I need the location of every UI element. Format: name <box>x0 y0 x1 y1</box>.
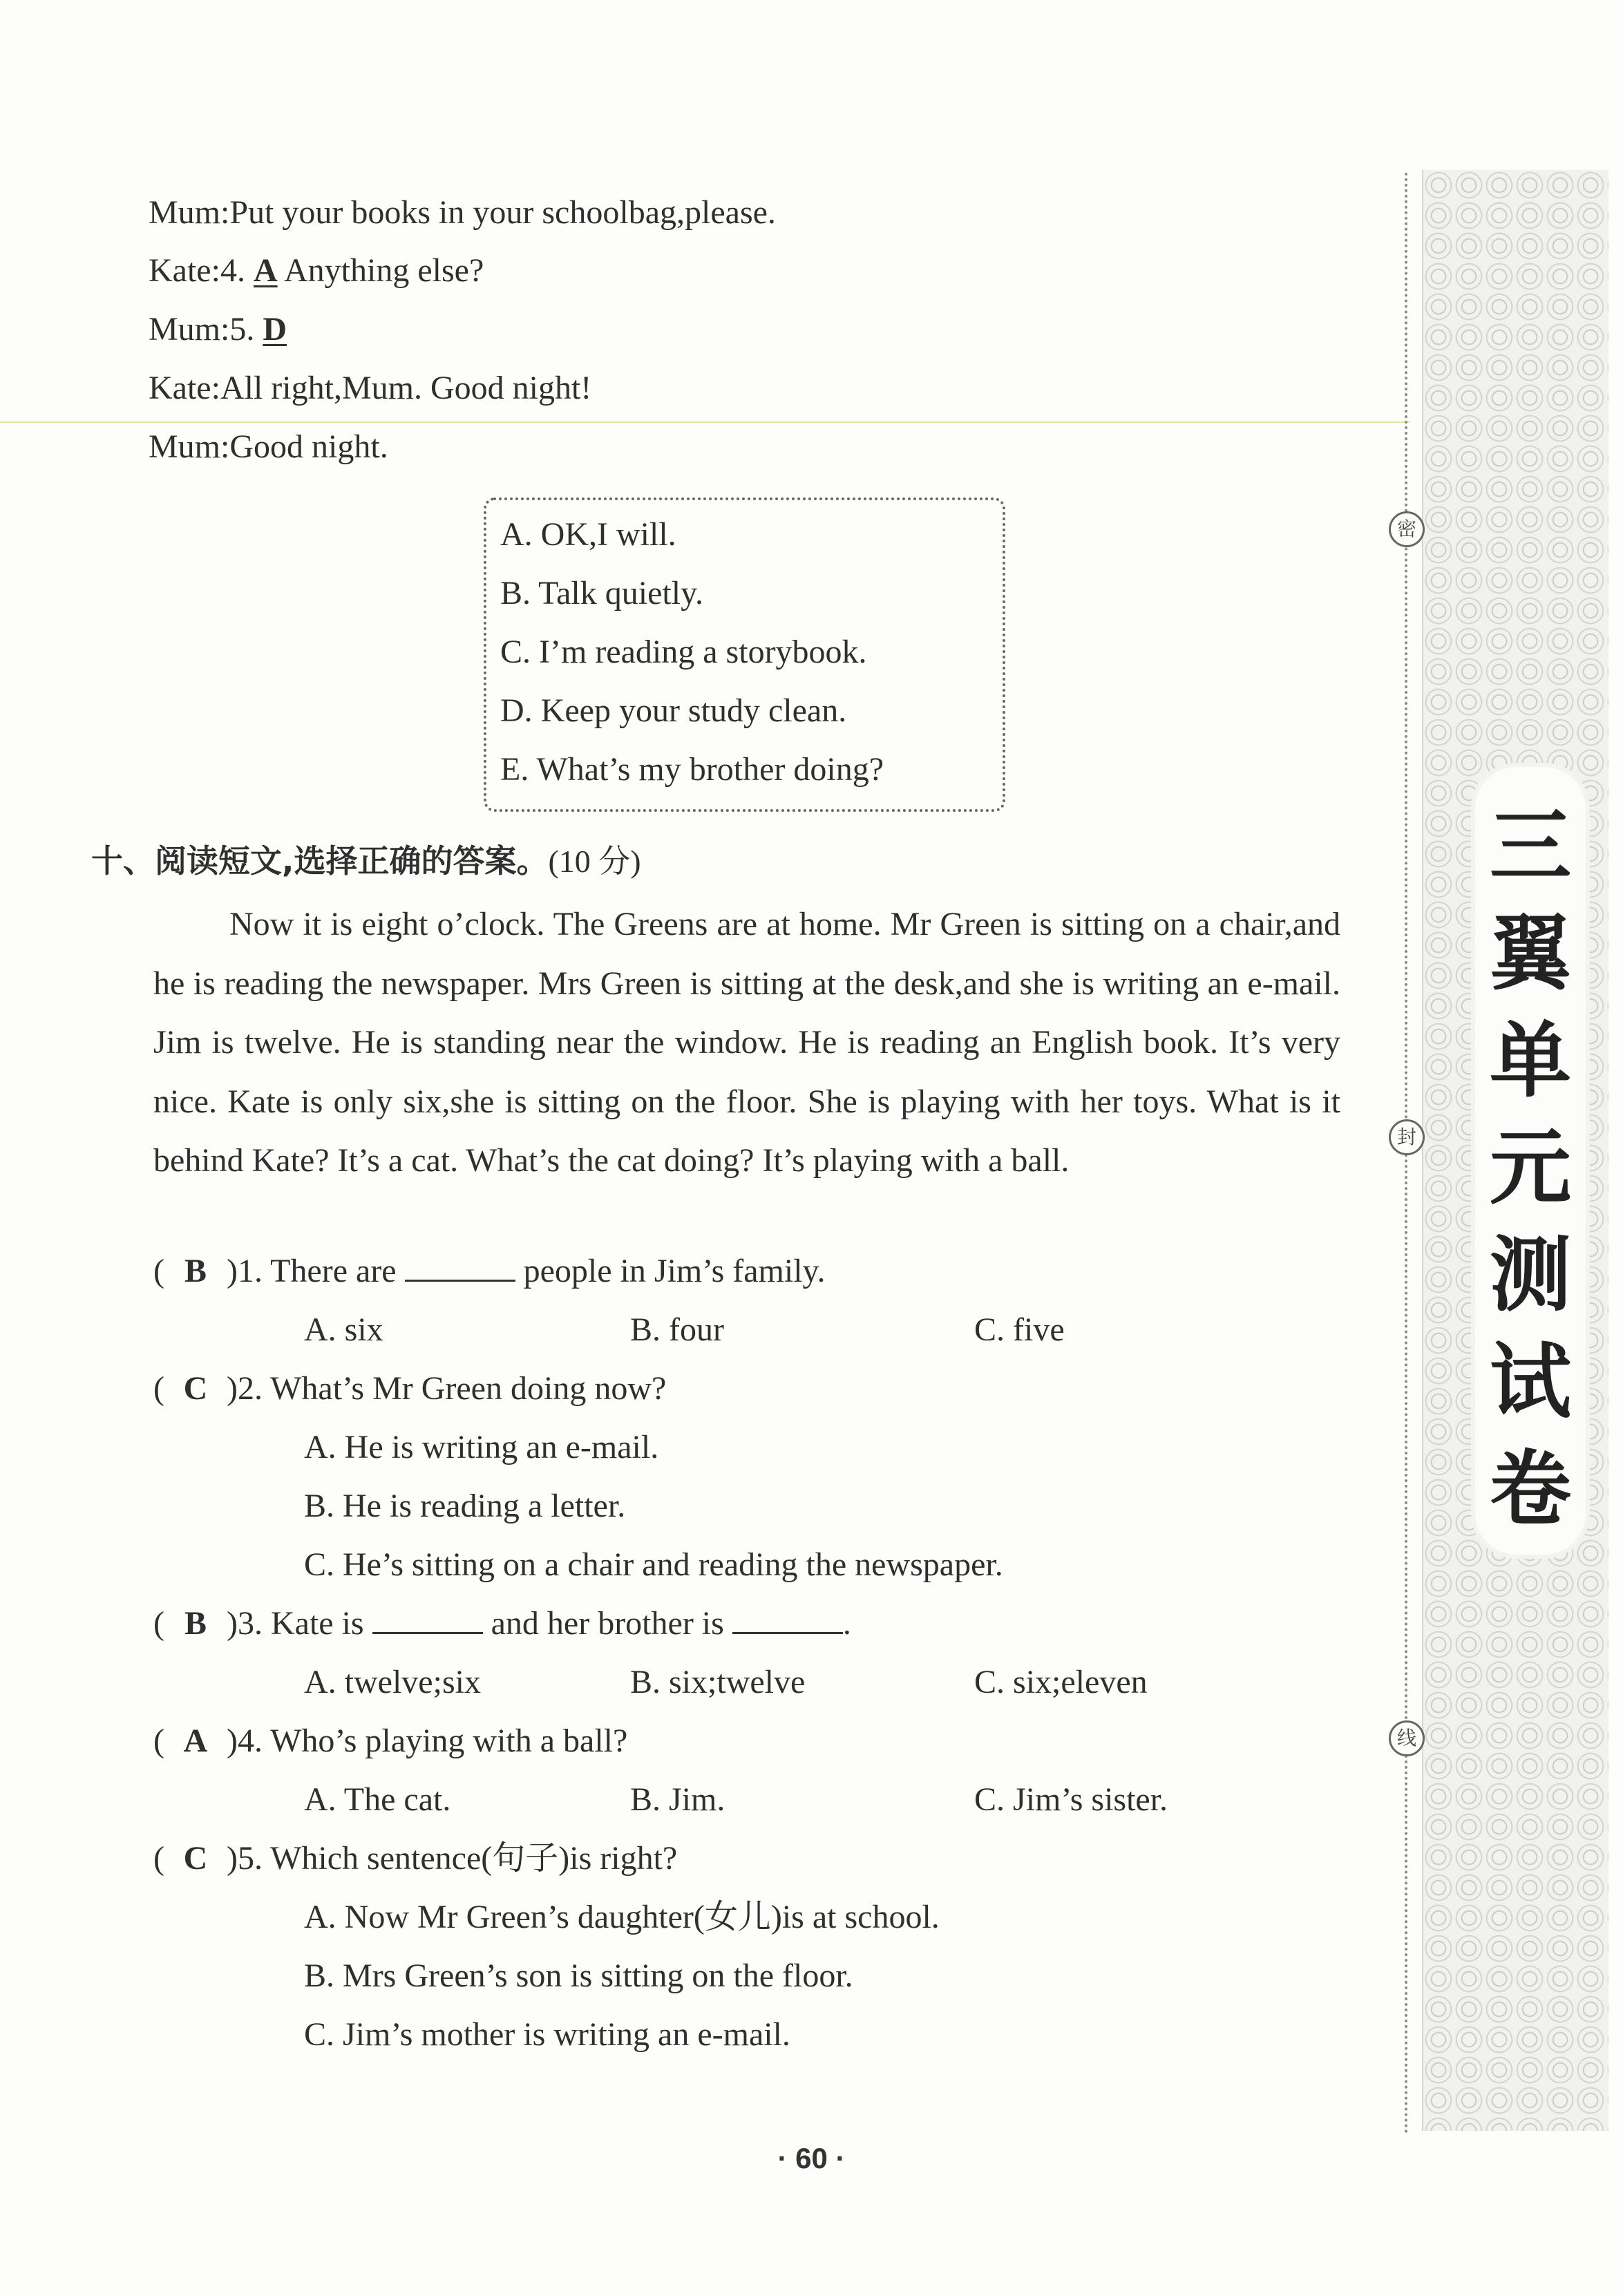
option-e: E. What’s my brother doing? <box>500 751 884 788</box>
filled-answer: D <box>263 311 287 348</box>
q2-option-b: B. He is reading a letter. <box>304 1488 626 1524</box>
dialogue-line-1 <box>149 192 776 234</box>
side-title-char: 翼 <box>1489 906 1571 1001</box>
dialogue-line-3 <box>149 309 287 350</box>
question-3: ( B )3. Kate is and her brother is . <box>153 1603 851 1644</box>
question-stem: )2. What’s Mr Green doing now? <box>226 1370 667 1407</box>
page-number: · 60 · <box>777 2142 846 2174</box>
side-title-char: 试 <box>1489 1334 1571 1430</box>
speaker: Mum: <box>149 428 230 465</box>
question-stem: people in Jim’s family. <box>523 1253 826 1289</box>
filled-answer: A <box>253 252 278 289</box>
dialogue-text: All right,Mum. Good night! <box>220 370 592 406</box>
question-stem: and her brother is <box>491 1605 724 1642</box>
answer-mark: A <box>183 1723 208 1759</box>
section-heading <box>91 836 641 882</box>
question-stem: . <box>842 1605 851 1642</box>
q2-option-c: C. He’s sitting on a chair and reading the newspaper. <box>304 1546 1003 1583</box>
question-stem: )1. There are <box>226 1253 397 1289</box>
speaker: Kate: <box>149 252 220 289</box>
answer-mark: C <box>183 1840 208 1877</box>
answer-mark: C <box>183 1370 208 1407</box>
question-4: ( A )4. Who’s playing with a ball? <box>153 1720 627 1762</box>
option-b: B. Talk quietly. <box>500 575 703 611</box>
answer-mark: B <box>184 1605 207 1642</box>
q2-option-a: A. He is writing an e-mail. <box>304 1429 659 1465</box>
section-title: 十、阅读短文,选择正确的答案。 <box>91 842 549 880</box>
question-1: ( B )1. There are people in Jim’s family. <box>153 1251 825 1292</box>
question-2: ( C )2. What’s Mr Green doing now? <box>153 1368 666 1410</box>
side-title-char: 测 <box>1489 1227 1571 1322</box>
seal-xian: 线 <box>1389 1720 1425 1756</box>
speaker: Kate: <box>149 370 220 406</box>
q4-option-c: C. Jim’s sister. <box>974 1781 1168 1818</box>
q1-option-b: B. four <box>630 1311 724 1348</box>
decorative-green-line <box>0 421 1410 423</box>
q1-option-c: C. five <box>974 1311 1065 1348</box>
speaker: Mum: <box>149 194 230 231</box>
dialogue-line-5 <box>149 426 388 468</box>
q3-option-a: A. twelve;six <box>304 1664 481 1700</box>
side-title-char: 三 <box>1489 799 1571 894</box>
answer-blank <box>372 1604 483 1634</box>
dialogue-line-4 <box>149 368 591 409</box>
side-title-label <box>1475 767 1586 1555</box>
blank-number: 5. <box>229 311 263 348</box>
question-stem: )4. Who’s playing with a ball? <box>226 1723 628 1759</box>
side-title-char: 卷 <box>1489 1441 1571 1537</box>
blank-number: 4. <box>220 252 254 289</box>
q4-option-a: A. The cat. <box>304 1781 451 1818</box>
speaker: Mum: <box>149 311 230 348</box>
q5-option-a: A. Now Mr Green’s daughter(女儿)is at school. <box>304 1899 940 1935</box>
q1-option-a: A. six <box>304 1311 383 1348</box>
seal-mi: 密 <box>1389 511 1425 547</box>
option-d: D. Keep your study clean. <box>500 692 847 729</box>
q3-option-c: C. six;eleven <box>974 1664 1148 1700</box>
dialogue-text: Put your books in your schoolbag,please. <box>229 194 776 231</box>
answer-blank <box>732 1604 843 1634</box>
dialogue-line-2 <box>149 250 484 292</box>
side-title-char: 单 <box>1489 1013 1571 1108</box>
question-stem: )3. Kate is <box>226 1605 364 1642</box>
q5-option-b: B. Mrs Green’s son is sitting on the floor. <box>304 1957 853 1994</box>
question-5: ( C )5. Which sentence(句子)is right? <box>153 1838 677 1879</box>
reading-passage: Now it is eight o’clock. The Greens are at home. Mr Green is sitting on a chair,and he is reading the newspaper. Mrs Green is sitting at the desk,and she is writing an e-mail. Jim is twelve. He is standing near the window. He is reading an English book. It’s very nice. Kate is only six,she is sitting on the floor. She is playing with her toys. What is it behind Kate? It’s a cat. What’s the cat doing? It’s playing with a ball. <box>153 906 1340 1179</box>
options-box <box>484 497 1005 812</box>
dialogue-text: Good night. <box>229 428 388 465</box>
answer-blank <box>405 1252 515 1282</box>
section-score: (10 分) <box>548 844 641 879</box>
seal-feng: 封 <box>1389 1119 1425 1155</box>
side-title-char: 元 <box>1489 1120 1571 1215</box>
question-stem: )5. Which sentence(句子)is right? <box>226 1840 678 1877</box>
dialogue-text: Anything else? <box>277 252 484 289</box>
q4-option-b: B. Jim. <box>630 1781 725 1818</box>
q3-option-b: B. six;twelve <box>630 1664 806 1700</box>
option-c: C. I’m reading a storybook. <box>500 634 867 670</box>
q5-option-c: C. Jim’s mother is writing an e-mail. <box>304 2016 790 2053</box>
answer-mark: B <box>184 1253 207 1289</box>
option-a: A. OK,I will. <box>500 516 676 553</box>
